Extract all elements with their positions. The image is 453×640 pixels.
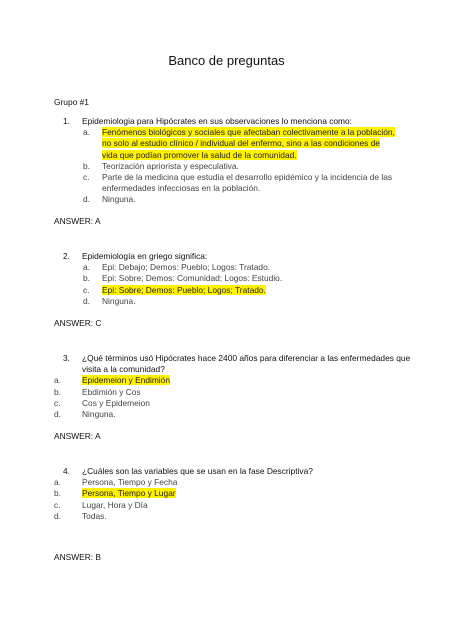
option-line: enfermedades infecciosas en la población. (102, 183, 261, 194)
option-line: no solo al estudio clínico / individual del enfermo, sino a las condiciones de (102, 138, 380, 149)
question-2 (54, 251, 414, 307)
option-b (54, 161, 414, 172)
option-text (82, 488, 414, 499)
option-d (54, 511, 414, 522)
option-letter: d. (54, 409, 61, 420)
option-text: Ebdimión y Cos (82, 386, 141, 397)
option-letter: a. (83, 127, 90, 138)
answer-1: ANSWER: A (54, 216, 101, 226)
option-a (54, 375, 414, 386)
option-letter: b. (83, 160, 90, 171)
option-line: Parte de la medicina que estudia el desarrollo epidémico y la incidencia de las (102, 172, 393, 183)
option-letter: b. (83, 273, 90, 284)
option-letter: d. (83, 295, 90, 306)
options-list (54, 477, 414, 522)
option-text (82, 375, 414, 386)
page-title: Banco de preguntas (168, 53, 285, 68)
options-list (54, 375, 414, 420)
question-number: 2. (63, 251, 70, 261)
question-line: visita a la comunidad? (82, 364, 165, 375)
option-d (54, 296, 414, 307)
option-b (54, 387, 414, 398)
option-letter: a. (54, 477, 61, 488)
option-a (54, 477, 414, 488)
question-1 (54, 116, 414, 206)
option-text: Persona, Tiempo y Fecha (82, 477, 178, 488)
question-4-header (54, 466, 414, 477)
question-number: 1. (63, 116, 70, 126)
group-label: Grupo #1 (54, 97, 89, 107)
option-text: Ninguna. (102, 295, 136, 306)
option-line: Epidemeion y Endimión (82, 375, 170, 386)
option-c (54, 398, 414, 409)
option-text: Epi: Sobre; Demos: Comunidad; Logos: Estudio. (102, 273, 283, 284)
option-letter: d. (54, 510, 61, 521)
option-text (102, 127, 414, 161)
option-line: Persona, Tiempo y Lugar (82, 488, 176, 499)
option-letter: c. (83, 284, 90, 295)
option-letter: c. (83, 172, 90, 183)
option-letter: a. (83, 262, 90, 273)
option-text (102, 172, 414, 194)
option-text (102, 285, 414, 296)
question-1-header (54, 116, 414, 127)
answer-3: ANSWER: A (54, 431, 101, 441)
option-b (54, 488, 414, 499)
option-b (54, 273, 414, 284)
option-c (54, 500, 414, 511)
option-letter: b. (54, 386, 61, 397)
option-c (54, 172, 414, 194)
option-line: Fenómenos biológicos y sociales que afectaban colectivamente a la población, (102, 127, 395, 138)
option-line: vida que podían promover la salud de la comunidad. (102, 149, 297, 160)
option-text: Cos y Epidemeion (82, 397, 150, 408)
option-d (54, 409, 414, 420)
question-text: Epidemiología en griego significa: (82, 251, 208, 261)
option-line: Epi: Sobre; Demos: Pueblo; Logos; Tratado. (102, 284, 266, 295)
options-list (54, 127, 414, 205)
option-text: Ninguna. (82, 409, 116, 420)
option-c (54, 285, 414, 296)
question-3-header (54, 353, 414, 375)
option-text: Todas. (82, 510, 107, 521)
option-letter: c. (54, 499, 61, 510)
option-d (54, 194, 414, 205)
option-letter: d. (83, 194, 90, 205)
option-letter: a. (54, 375, 61, 386)
answer-4: ANSWER: B (54, 552, 101, 562)
option-text: Teorización apriorista y especulativa. (102, 160, 239, 171)
option-letter: c. (54, 397, 61, 408)
option-a (54, 262, 414, 273)
question-number: 4. (63, 466, 70, 476)
question-number: 3. (63, 353, 70, 363)
option-letter: b. (54, 488, 61, 499)
question-3 (54, 353, 414, 420)
question-line: ¿Qué términos usó Hipócrates hace 2400 años para diferenciar a las enfermedades que (82, 353, 411, 363)
question-text: ¿Cuáles son las variables que se usan en la fase Descriptiva? (82, 466, 313, 476)
option-text: Ninguna. (102, 194, 136, 205)
question-text (82, 353, 414, 375)
answer-2: ANSWER: C (54, 318, 102, 328)
option-text: Lugar, Hora y Día (82, 499, 148, 510)
question-2-header (54, 251, 414, 262)
option-text: Epi: Debajo; Demos: Pueblo; Logos: Tratado. (102, 262, 271, 273)
options-list (54, 262, 414, 307)
question-text: Epidemiologia para Hipócrates en sus observaciones lo menciona como: (82, 116, 353, 126)
question-4 (54, 466, 414, 522)
option-a (54, 127, 414, 161)
